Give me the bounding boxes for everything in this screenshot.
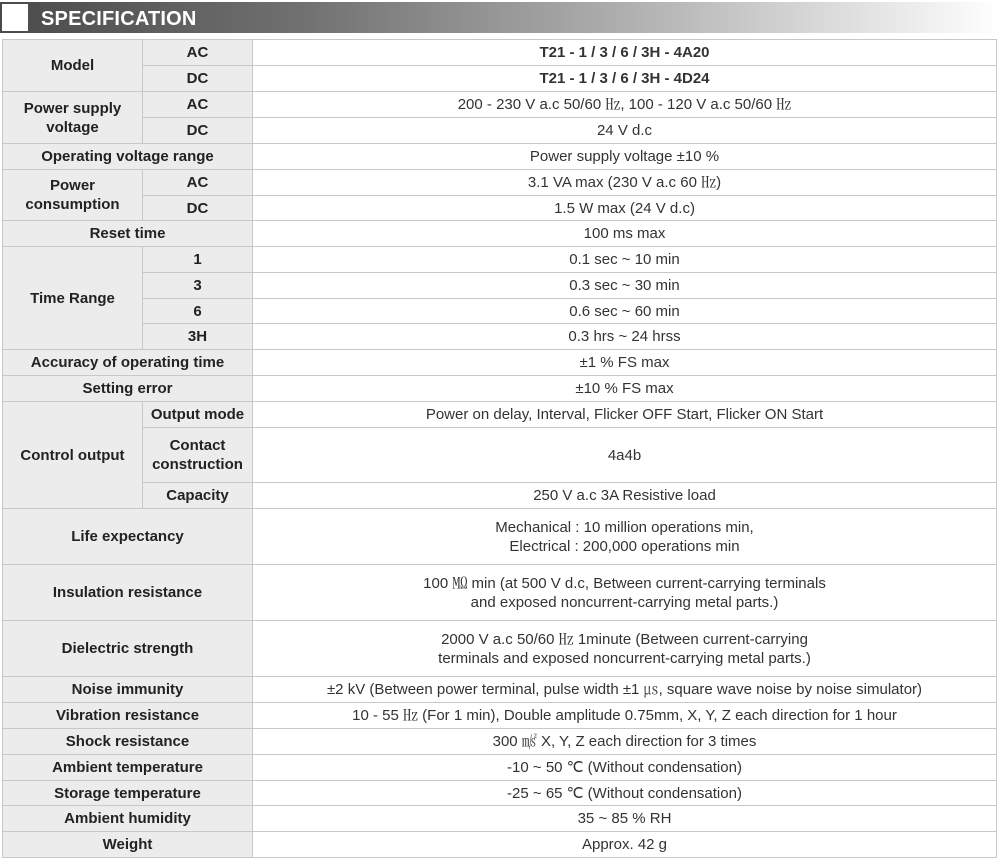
header-square-icon [2,4,28,31]
power-supply-dc-value: 24 V d.c [253,118,997,144]
table-row [3,621,997,677]
insulation-line2: and exposed noncurrent-carrying metal parts.) [470,593,779,611]
dielectric-label: Dielectric strength [3,621,253,677]
dielectric-line1: 2000 V a.c 50/60 ㎐ 1minute (Between current-carrying [441,630,808,648]
weight-value: Approx. 42 g [253,832,997,858]
table-row [3,221,997,247]
contact-label-line2: construction [152,456,243,473]
table-row [3,483,997,509]
time-range-key: 6 [143,299,253,324]
shock-label: Shock resistance [3,729,253,755]
time-range-value: 0.3 sec ~ 30 min [253,273,997,299]
setting-error-value: ±10 % FS max [253,376,997,402]
table-row [3,376,997,402]
table-row [3,565,997,621]
model-label: Model [3,40,143,92]
time-range-value: 0.3 hrs ~ 24 hrss [253,324,997,350]
section-title: SPECIFICATION [41,8,197,30]
table-row [3,428,997,483]
power-consumption-label-line2: consumption [25,196,120,213]
table-row [3,402,997,428]
power-consumption-ac-label: AC [143,170,253,196]
power-consumption-label [3,170,143,221]
table-row [3,781,997,806]
time-range-label: Time Range [3,247,143,350]
time-range-key: 1 [143,247,253,273]
power-consumption-dc-label: DC [143,196,253,221]
capacity-value: 250 V a.c 3A Resistive load [253,483,997,509]
table-row [3,92,997,118]
contact-label-line1: Contact [169,437,226,454]
specification-table [2,39,997,858]
model-ac-value: T21 - 1 / 3 / 6 / 3H - 4A20 [253,40,997,66]
storage-temp-value: -25 ~ 65 ℃ (Without condensation) [253,781,997,806]
table-row [3,324,997,350]
model-dc-label: DC [143,66,253,92]
storage-temp-label: Storage temperature [3,781,253,806]
output-mode-value: Power on delay, Interval, Flicker OFF Start, Flicker ON Start [253,402,997,428]
weight-label: Weight [3,832,253,858]
time-range-key: 3 [143,273,253,299]
control-output-label: Control output [3,402,143,509]
section-header [0,0,1000,36]
reset-time-label: Reset time [3,221,253,247]
noise-value: ±2 kV (Between power terminal, pulse width ±1 ㎲, square wave noise by noise simulator) [253,677,997,703]
model-dc-value: T21 - 1 / 3 / 6 / 3H - 4D24 [253,66,997,92]
table-row [3,755,997,781]
life-expectancy-label: Life expectancy [3,509,253,565]
table-row [3,299,997,324]
life-expectancy-value [253,509,997,565]
power-supply-dc-label: DC [143,118,253,144]
table-row [3,509,997,565]
table-row [3,247,997,273]
power-supply-label [3,92,143,144]
table-row [3,729,997,755]
power-supply-label-line2: voltage [46,118,99,136]
table-row [3,196,997,221]
contact-construction-value: 4a4b [253,428,997,483]
power-supply-ac-label: AC [143,92,253,118]
dielectric-value [253,621,997,677]
power-supply-label-line1: Power supply [23,99,122,117]
operating-range-value: Power supply voltage ±10 % [253,144,997,170]
table-row [3,170,997,196]
table-row [3,832,997,858]
accuracy-value: ±1 % FS max [253,350,997,376]
output-mode-label: Output mode [143,402,253,428]
vibration-label: Vibration resistance [3,703,253,729]
table-row [3,806,997,832]
setting-error-label: Setting error [3,376,253,402]
insulation-line1: 100 ㏁ min (at 500 V d.c, Between current-carrying terminals [423,574,826,592]
time-range-value: 0.6 sec ~ 60 min [253,299,997,324]
noise-label: Noise immunity [3,677,253,703]
table-row [3,40,997,66]
insulation-value [253,565,997,621]
insulation-label: Insulation resistance [3,565,253,621]
table-row [3,66,997,92]
power-consumption-ac-value: 3.1 VA max (230 V a.c 60 ㎐) [253,170,997,196]
table-row [3,703,997,729]
ambient-temp-value: -10 ~ 50 ℃ (Without condensation) [253,755,997,781]
life-expectancy-line2: Electrical : 200,000 operations min [509,537,740,555]
power-consumption-dc-value: 1.5 W max (24 V d.c) [253,196,997,221]
table-row [3,144,997,170]
table-row [3,118,997,144]
vibration-value: 10 - 55 ㎐ (For 1 min), Double amplitude 0.75mm, X, Y, Z each direction for 1 hour [253,703,997,729]
ambient-temp-label: Ambient temperature [3,755,253,781]
table-row [3,350,997,376]
accuracy-label: Accuracy of operating time [3,350,253,376]
dielectric-line2: terminals and exposed noncurrent-carrying metal parts.) [438,649,811,667]
table-row [3,677,997,703]
operating-range-label: Operating voltage range [3,144,253,170]
power-consumption-label-line1: Power [49,177,95,194]
life-expectancy-line1: Mechanical : 10 million operations min, [495,518,754,536]
humidity-value: 35 ~ 85 % RH [253,806,997,832]
capacity-label: Capacity [143,483,253,509]
power-supply-ac-value: 200 - 230 V a.c 50/60 ㎐, 100 - 120 V a.c 50/60 ㎐ [253,92,997,118]
reset-time-value: 100 ms max [253,221,997,247]
time-range-value: 0.1 sec ~ 10 min [253,247,997,273]
table-row [3,273,997,299]
time-range-key: 3H [143,324,253,350]
contact-construction-label [143,428,253,483]
humidity-label: Ambient humidity [3,806,253,832]
shock-value: 300 ㎨ X, Y, Z each direction for 3 times [253,729,997,755]
model-ac-label: AC [143,40,253,66]
